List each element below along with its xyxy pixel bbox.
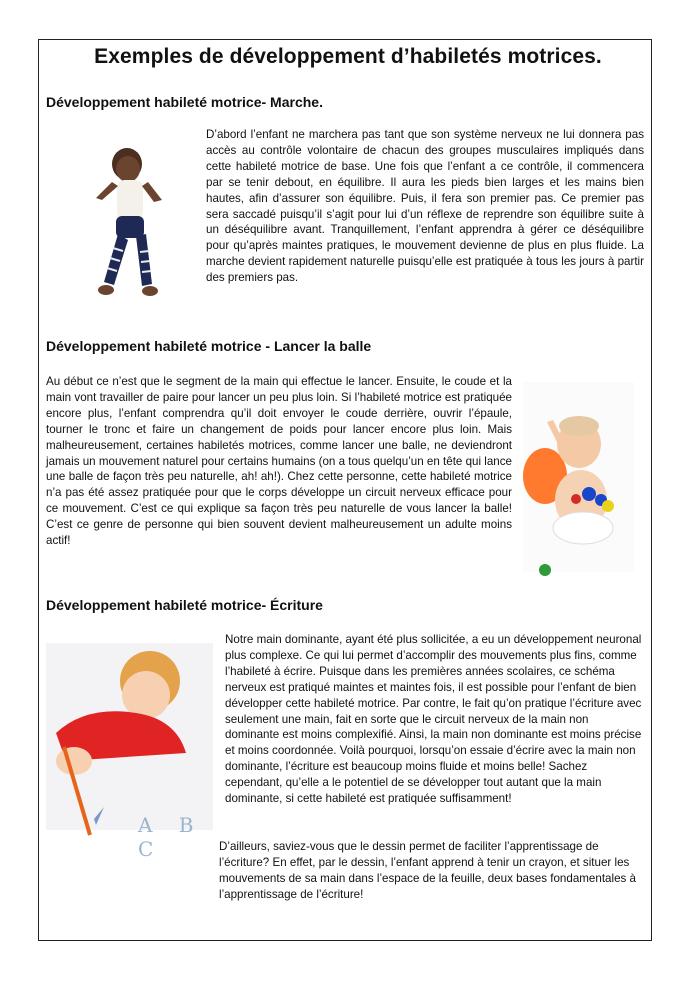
child-drawing-photo [46, 643, 213, 861]
section-text-marche: D’abord l’enfant ne marchera pas tant que son système nerveux ne lui donnera pas accès au contrôle volontaire de chacun des groupes musculaires impliqués dans cette habileté motrice de base. Une fois que l’enfant a ce contrôle, il commencera par se tenir debout, en équilibre. Il aura les pieds bien larges et les mains bien hautes, afin d’assurer son équilibre. Puis, il fera son premier pas. Ce premier pas sera saccadé puisqu’il s’agit pour lui d’un réflexe de reprendre son équilibre suite à un déséquilibre avant. Tranquillement, l’enfant apprendra à gérer ce déséquilibre pour qu’après maintes pratiques, le mouvement devienne de plus en plus fluide. La marche devient rapidement naturelle puisqu’elle est pratiquée à tous les jours à partir des premiers pas. [206, 128, 644, 285]
page-title: Exemples de développement d’habiletés motrices. [94, 45, 602, 68]
section-heading-lancer: Développement habileté motrice - Lancer la balle [46, 338, 372, 354]
section-heading-ecriture: Développement habileté motrice- Écriture [46, 597, 323, 613]
baby-ball-photo [523, 382, 634, 572]
toddler-walking-photo [82, 142, 174, 304]
section-text-ecriture: Notre main dominante, ayant été plus sollicitée, a eu un développement neuronal plus complexe. Ce qui lui permet d’accomplir des mouvements plus fins, comme l’habileté à écrire. Puisque dans les premières années scolaires, ce schéma nerveux est pratiqué maintes et maintes fois, il est possible pour l’enfant de bien développer cette habileté motrice. Par contre, le fait qu’on pratique l’écriture avec seulement une main, fait en sorte que le circuit nerveux de la main non dominante est moins complexifié. Ainsi, la main non dominante est moins précise et moins coordonnée. Voilà pourquoi, lorsqu’on essaie d’écrire avec la main non dominante, l’écriture est beaucoup moins fluide et moins belle! Sachez cependant, qu’elle a le potentiel de se développer tout autant que la main dominante, si cette habileté est pratiquée suffisamment! [225, 633, 642, 806]
section-heading-marche: Développement habileté motrice- Marche. [46, 94, 323, 110]
section-text-ecriture-2: D’ailleurs, saviez-vous que le dessin permet de faciliter l’apprentissage de l’écriture? En effet, par le dessin, l’enfant apprend à tenir un crayon, et situer les mouvements de sa main dans l’espace de la feuille, deux bases fondamentales à l’apprentissage de l’écriture! [219, 840, 636, 901]
section-text-lancer: Au début ce n’est que le segment de la main qui effectue le lancer. Ensuite, le coude et la main vont travailler de paire pour lancer un peu plus loin. Si l’habileté motrice est pratiquée encore plus, l’enfant comprendra qu’il doit envoyer le coude derrière, ouvrir l’épaule, tourner le tronc et faire un changement de poids pour lancer encore plus loin. Mais malheureusement, certaines habiletés motrices, comme lancer une balle, ne deviendront jamais un mouvement naturel pour certains humains (on a tous quelqu’un en tête qui lance une balle de façon très peu naturelle, ah! ah!). Chez cette personne, cette habileté motrice n’a pas été assez pratiquée pour que le corps développe un circuit nerveux efficace pour ce mouvement. C’est ce qui explique sa façon très peu naturelle de vous lancer la balle! C’est ce genre de personne qui bien souvent devient malheureusement un adulte moins actif! [46, 375, 512, 548]
drawn-letters: A B C [138, 813, 204, 861]
